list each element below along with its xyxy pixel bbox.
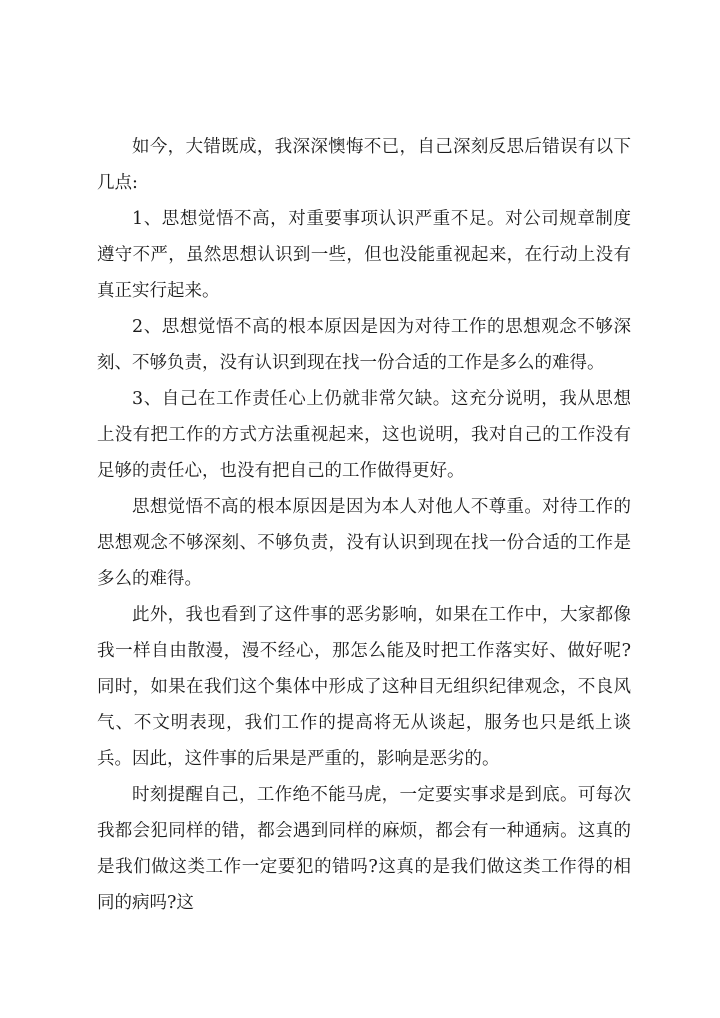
paragraph-point-2: 2、思想觉悟不高的根本原因是因为对待工作的思想观念不够深刻、不够负责，没有认识到现在找一份合适的工作是多么的难得。 [97, 317, 631, 373]
paragraph-point-3: 3、自己在工作责任心上仍就非常欠缺。这充分说明，我从思想上没有把工作的方式方法重视起来，这也说明，我对自己的工作没有足够的责任心，也没有把自己的工作做得更好。 [97, 389, 631, 481]
paragraph-point-1: 1、思想觉悟不高，对重要事项认识严重不足。对公司规章制度遵守不严，虽然思想认识到一些，但也没能重视起来，在行动上没有真正实行起来。 [97, 209, 631, 301]
paragraph-intro: 如今，大错既成，我深深懊悔不已，自己深刻反思后错误有以下几点: [97, 137, 631, 193]
paragraph-root-cause: 思想觉悟不高的根本原因是因为本人对他人不尊重。对待工作的思想观念不够深刻、不够负责，没有认识到现在找一份合适的工作是多么的难得。 [97, 497, 631, 589]
document-body [97, 129, 631, 921]
paragraph-impact: 此外，我也看到了这件事的恶劣影响，如果在工作中，大家都像我一样自由散漫，漫不经心，那怎么能及时把工作落实好、做好呢?同时，如果在我们这个集体中形成了这种目无组织纪律观念，不良风气、不文明表现，我们工作的提高将无从谈起，服务也只是纸上谈兵。因此，这件事的后果是严重的，影响是恶劣的。 [97, 605, 631, 769]
paragraph-reminder: 时刻提醒自己，工作绝不能马虎，一定要实事求是到底。可每次我都会犯同样的错，都会遇到同样的麻烦，都会有一种通病。这真的是我们做这类工作一定要犯的错吗?这真的是我们做这类工作得的相同的病吗?这 [97, 785, 631, 913]
